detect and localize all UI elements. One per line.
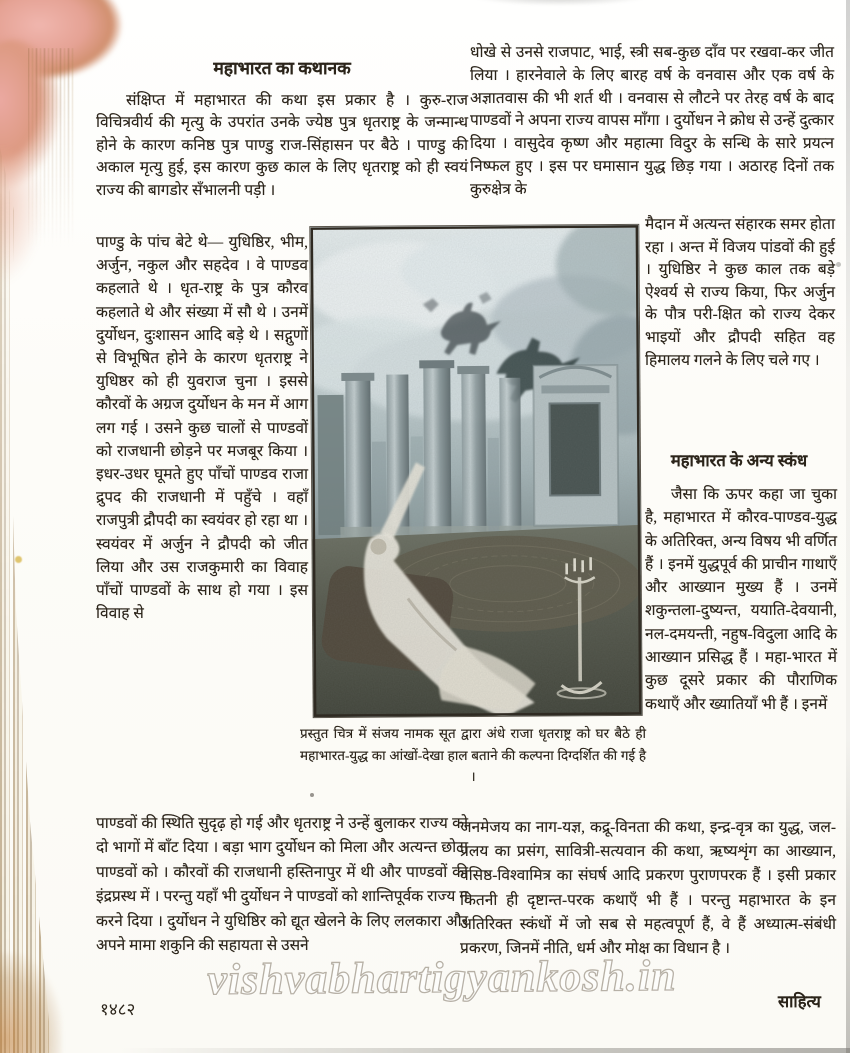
- right-column-narrow-lower-paragraph: जैसा कि ऊपर कहा जा चुका है, महाभारत में कौरव-पाण्डव-युद्ध के अतिरिक्त, अन्य विषय भी वर्णित हैं । इनमें युद्धपूर्व की प्राचीन गाथाएँ और आख्यान मुख्य हैं । उनमें शकुन्तला-दुष्यन्त, ययाति-देवयानी, नल-दमयन्ती, नहुष-विदुला आदि के आख्यान प्रसिद्ध हैं । महा-भारत में कुछ दूसरे प्रकार की पौराणिक कथाएँ और ख्यातियाँ भी हैं । इनमें: [645, 486, 837, 713]
- article-title: महाभारत का कथानक: [213, 58, 351, 78]
- gutter-corner-stain: [0, 953, 62, 1053]
- paper-speck: [15, 556, 22, 563]
- finger-hair-texture: [28, 48, 74, 248]
- paper-speck: [836, 262, 841, 267]
- left-column-bottom-paragraph: पाण्डवों की स्थिति सुदृढ़ हो गई और धृतराष्ट्र ने उन्हें बुलाकर राज्य को दो भागों में बाँट दिया । बड़ा भाग दुर्योधन को मिला और अत्यन्त छोटा पाण्डवों को । कौरवों की राजधानी हस्तिनापुर में थी और पाण्डवों की इंद्रप्रस्थ में । परन्तु यहाँ भी दुर्योधन ने पाण्डवों को शान्तिपूर्वक राज्य न करने दिया । दुर्योधन ने युधिष्ठिर को द्यूत खेलने के लिए ललकारा और अपने मामा शकुनि की सहायता से उसने: [96, 815, 468, 955]
- section-heading: महाभारत के अन्य स्कंध: [670, 451, 808, 470]
- right-column-narrow-upper-paragraph: मैदान में अत्यन्त संहारक समर होता रहा । अन्त में विजय पांडवों की हुई । युधिष्ठिर ने कुछ काल तक बड़े ऐश्वर्य से राज्य किया, फिर अर्जुन के पौत्र परी-क्षित को राज्य देकर भाइयों और द्रौपदी सहित वह हिमालय गलने के लिए चले गए ।: [645, 216, 835, 369]
- left-column-intro-paragraph: संक्षिप्त में महाभारत की कथा इस प्रकार है । कुरु-राज विचित्रवीर्य की मृत्यु के उपरांत उनके ज्येष्ठ पुत्र धृतराष्ट्र के जन्मान्ध होने के कारण कनिष्ठ पुत्र पाण्डु राज-सिंहासन पर बैठे । पाण्डु की अकाल मृत्यु हुई, इस कारण कुछ काल के लिए धृतराष्ट्र को ही स्वयं राज्य की बागडोर सँभालनी पड़ी ।: [96, 92, 468, 199]
- page-right-edge-shadow: [846, 0, 850, 1053]
- page-number: १४८२: [100, 1000, 136, 1019]
- paper-speck: [310, 793, 314, 797]
- right-column-top-paragraph: धोखे से उनसे राजपाट, भाई, स्त्री सब-कुछ दाँव पर रखवा-कर जीत लिया । हारनेवाले के लिए बारह वर्ष के वनवास और एक वर्ष के अज्ञातवास की भी शर्त थी । वनवास से लौटने पर तेरह वर्ष के बाद पाण्डवों ने अपना राज्य वापस माँगा । दुर्योधन ने क्रोध से उन्हें दुत्कार दिया । वासुदेव कृष्ण और महात्मा विदुर के सन्धि के सारे प्रयत्न निष्फल हुए । इस पर घमासान युद्ध छिड़ गया । अठारह दिनों तक कुरुक्षेत्र के: [470, 44, 834, 198]
- running-footer-section-label: साहित्य: [778, 992, 821, 1011]
- page-bottom-shadow: [120, 1048, 850, 1053]
- left-column-narrow-paragraph: पाण्डु के पांच बेटे थे— युधिष्ठिर, भीम, अर्जुन, नकुल और सहदेव । वे पाण्डव कहलाते थे । धृत-राष्ट्र के पुत्र कौरव कहलाते थे और संख्या में सौ थे । उनमें दुर्योधन, दुःशासन आदि बड़े थे । सद्गुणों से विभूषित होने के कारण धृतराष्ट्र ने युधिष्ठर को ही युवराज चुना । इससे कौरवों के अग्रज दुर्योधन के मन में आग लग गई । उसने कुछ चालों से पाण्डवों को राजधानी छोड़ने पर मजबूर किया । इधर-उधर घूमते हुए पाँचों पाण्डव राजा द्रुपद की राजधानी में पहुँचे । वहाँ राजपुत्री द्रौपदी का स्वयंवर हो रहा था । स्वयंवर में अर्जुन ने द्रौपदी को जीत लिया और उस राजकुमारी का विवाह पाँचों पाण्डवों के साथ हो गया । इस विवाह से: [96, 234, 308, 623]
- engraving-illustration: [310, 225, 641, 717]
- right-column-bottom-paragraph: जनमेजय का नाग-यज्ञ, कद्रू-विनता की कथा, इन्द्र-वृत्र का युद्ध, जल-प्रलय का प्रसंग, सावित्री-सत्यवान की कथा, ऋष्यशृंग का आख्यान, वसिष्ठ-विश्वामित्र का संघर्ष आदि प्रकरण पुराणपरक हैं । इसी प्रकार कितनी ही दृष्टान्त-परक कथाएँ भी हैं । परन्तु महाभारत के इन अतिरिक्त स्कंधों में जो सब से महत्वपूर्ण हैं, वे हैं अध्यात्म-संबंधी प्रकरण, जिनमें नीति, धर्म और मोक्ष का विधान है ।: [460, 819, 836, 958]
- site-watermark: vishvabhartigyankosh.in: [207, 950, 677, 1005]
- figure-engraving-sanjay-dhritarashtra: [310, 225, 641, 717]
- scan-top-smudge: [470, 0, 650, 6]
- figure-caption: प्रस्तुत चित्र में संजय नामक सूत द्वारा अंधे राजा धृतराष्ट्र को घर बैठे ही महाभारत-युद्ध का आंखों-देखा हाल बताने की कल्पना दिग्दर्शित की गई है ।: [300, 726, 646, 784]
